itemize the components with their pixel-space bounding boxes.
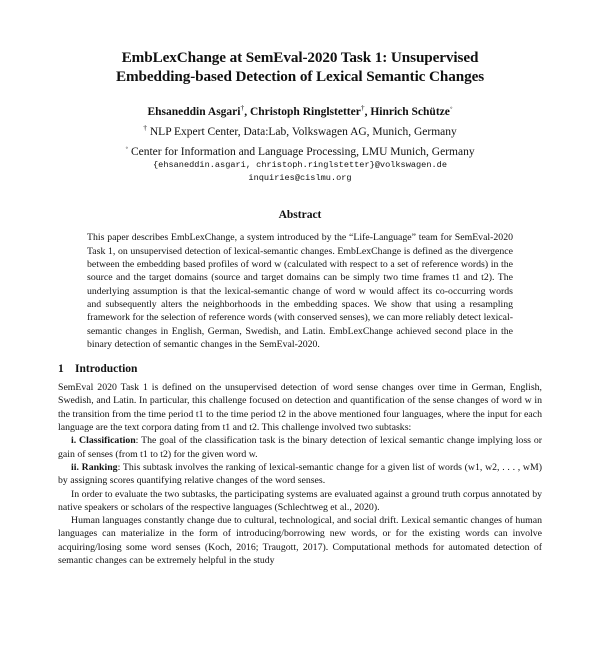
- title-line-2: Embedding-based Detection of Lexical Semantic Changes: [115, 68, 485, 85]
- affiliation-2-mark: ◦: [125, 142, 129, 152]
- affiliation-2-text: Center for Information and Language Processing, LMU Munich, Germany: [128, 145, 475, 158]
- abstract-text: This paper describes EmbLexChange, a system introduced by the “Life-Language” team for SemEval-2020 Task 1, on unsupervised detection of lexical-semantic changes. EmbLexChange is defined as the divergence between the embedding based profiles of word w (calculated with respect to a set of reference words) in the source and the target domains (source and target domains can be simply two time frames t1 and t2). The underlying assumption is that the lexical-semantic change of word w would affect its co-occurring words and subsequently alters the neighborhoods in the embedding spaces. We show that using a resampling framework for the selection of reference words (with conserved senses), we can more reliably detect lexical-semantic changes in English, German, Swedish, and Latin. EmbLexChange achieved second place in the binary detection of semantic changes in the SemEval-2020.: [87, 232, 513, 350]
- subtask-classification-text: : The goal of the classification task is the binary detection of lexical semantic change implying loss or gain of senses (from t1 to t2) for the given word w.: [58, 435, 542, 460]
- author-sep-2: ,: [364, 105, 371, 118]
- paper-page: [0, 48, 600, 648]
- affiliation-1: [58, 120, 542, 140]
- author-2: Christoph Ringlstetter: [249, 105, 361, 118]
- affiliation-1-text: NLP Expert Center, Data:Lab, Volkswagen AG, Munich, Germany: [146, 125, 457, 138]
- title-line-1: EmbLexChange at SemEval-2020 Task 1: Unsupervised: [121, 49, 479, 66]
- intro-paragraph-2: In order to evaluate the two subtasks, the participating systems are evaluated against a ground truth corpus annotated by native speakers or scholars of the respective languages (Schlechtweg et al., 2020).: [58, 488, 542, 513]
- author-2-mark: †: [360, 103, 365, 112]
- section-body: [58, 381, 542, 567]
- abstract-heading: Abstract: [278, 209, 322, 222]
- affiliation-1-mark: †: [143, 122, 147, 132]
- intro-paragraph-3: Human languages constantly change due to cultural, technological, and social drift. Lexical semantic changes of human languages can materialize in the form of introducing/borrowing new words, or for the existing words can involve acquiring/losing some word senses (Koch, 2016; Traugott, 2017). Computational methods for automated detection of semantic changes can be extremely helpful in the study: [58, 515, 542, 567]
- author-3: Hinrich Schütze: [370, 105, 450, 118]
- author-sep-1: ,: [244, 105, 250, 118]
- author-block: [58, 100, 542, 185]
- email-1[interactable]: {ehsaneddin.asgari, christoph.ringlstetter}@volkswagen.de: [153, 160, 447, 171]
- paper-title: [58, 48, 542, 86]
- affiliation-2: [58, 140, 542, 160]
- section-title: Introduction: [75, 363, 138, 376]
- author-1: Ehsaneddin Asgari: [147, 105, 241, 118]
- subtask-ranking-text: : This subtask involves the ranking of lexical-semantic change for a given list of words (w1, w2, . . . , wM) by assigning scores quantifying relative changes of the word senses.: [58, 461, 542, 487]
- author-3-mark: ◦: [449, 103, 453, 112]
- author-names: [58, 100, 542, 120]
- section-heading: [58, 363, 542, 375]
- subtask-ranking: [58, 461, 542, 488]
- author-1-mark: †: [240, 103, 245, 112]
- email-2[interactable]: inquiries@cislmu.org: [248, 173, 352, 184]
- intro-paragraph-1: SemEval 2020 Task 1 is defined on the unsupervised detection of word sense changes over time in German, English, Swedish, and Latin. In particular, this challenge focused on detection and quantification of the sense changes of word w in the transition from the time period t1 to the time period t2 in the above mentioned four languages, where the input for each language are the text corpora dating from t1 and t2. This challenge involved two subtasks:: [58, 382, 542, 434]
- subtask-classification: [58, 434, 542, 461]
- subtask-classification-label: i. Classification: [71, 435, 136, 447]
- subtask-ranking-label: ii. Ranking: [71, 461, 118, 473]
- section-number: 1: [58, 363, 64, 376]
